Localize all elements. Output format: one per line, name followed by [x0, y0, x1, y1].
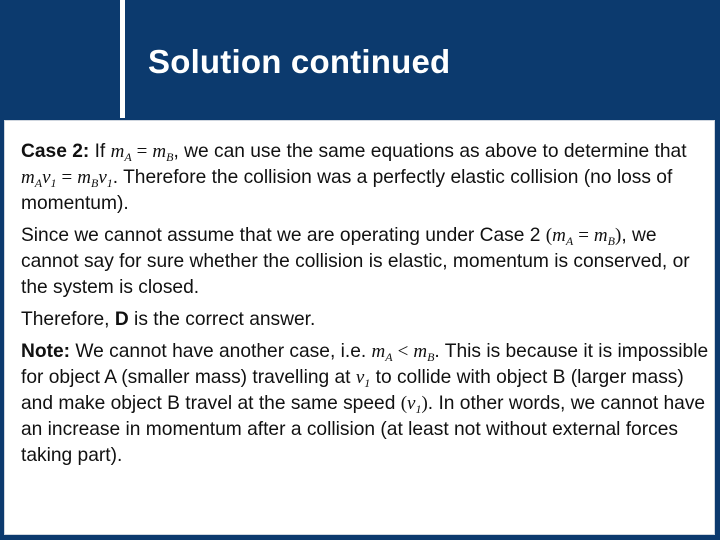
math-subscript: B — [166, 150, 174, 164]
math-v1 — [356, 367, 370, 388]
math-symbol-m: m — [413, 341, 428, 362]
math-ma-equals-mb — [111, 141, 174, 162]
paragraph-note — [21, 339, 711, 469]
math-symbol-m: m — [77, 167, 91, 188]
math-subscript: B — [90, 176, 99, 190]
case-2-text-3: . Therefore the collision was a perfectly elastic collision (no loss of momentum). — [21, 167, 673, 214]
math-symbol-v: v — [42, 167, 51, 188]
math-symbol-m: m — [552, 225, 566, 246]
paragraph-answer — [21, 307, 711, 333]
math-operator: = — [61, 167, 73, 188]
math-subscript: 1 — [106, 176, 113, 190]
math-symbol-v: v — [407, 393, 416, 414]
assumption-text-1: Since we cannot assume that we are operating under Case 2 — [21, 225, 546, 246]
solution-text — [21, 139, 711, 475]
math-symbol-m: m — [110, 141, 125, 162]
note-text-2: . This is because it is impossible for object A (smaller mass) travelling at — [21, 341, 709, 388]
math-subscript: 1 — [50, 176, 57, 190]
math-subscript: 1 — [415, 402, 422, 416]
answer-text-2: is the correct answer. — [128, 309, 316, 330]
math-subscript: A — [34, 176, 43, 190]
math-symbol-m: m — [371, 341, 386, 362]
header-left-block — [0, 0, 118, 118]
math-operator: = — [578, 225, 589, 246]
paragraph-case-2 — [21, 139, 711, 217]
note-text-4: . In other words, we cannot have an increase in momentum after a collision (at least not without external forces taking part). — [21, 393, 706, 466]
math-v1-parenthesized — [401, 393, 428, 414]
math-paren: ( — [545, 225, 553, 246]
math-symbol-m: m — [152, 141, 167, 162]
case-2-text-1: If — [89, 141, 111, 162]
math-operator: < — [397, 341, 409, 362]
math-subscript: B — [427, 350, 435, 364]
math-paren: ) — [614, 225, 622, 246]
math-paren: ) — [421, 393, 428, 414]
math-symbol-m: m — [21, 167, 35, 188]
math-symbol-v: v — [98, 167, 107, 188]
case-2-label: Case 2: — [21, 141, 90, 162]
answer-letter: D — [114, 309, 129, 330]
content-panel — [4, 120, 715, 535]
answer-text-1: Therefore, — [21, 309, 115, 330]
math-subscript: B — [607, 234, 615, 248]
math-mava-equals-mbvb — [21, 167, 113, 188]
math-subscript: A — [565, 234, 574, 248]
paragraph-assumption — [21, 223, 711, 301]
math-symbol-m: m — [593, 225, 608, 246]
math-operator: = — [136, 141, 148, 162]
slide-title: Solution continued — [148, 43, 451, 80]
note-label: Note: — [21, 341, 71, 362]
math-paren: ( — [400, 393, 408, 414]
math-ma-less-than-mb — [372, 341, 435, 362]
math-subscript: A — [124, 150, 132, 164]
note-text-3: to collide with object B (larger mass) and make object B travel at the same speed — [21, 367, 684, 414]
math-symbol-v: v — [355, 367, 365, 388]
note-text-1: We cannot have another case, i.e. — [70, 341, 372, 362]
assumption-text-2: , we cannot say for sure whether the collision is elastic, momentum is conserved, or the system is closed. — [21, 225, 690, 298]
header-divider — [120, 0, 125, 118]
case-2-text-2: , we can use the same equations as above to determine that — [173, 141, 687, 162]
math-ma-equals-mb-parenthesized — [546, 225, 622, 246]
math-subscript: A — [385, 350, 393, 364]
math-subscript: 1 — [364, 376, 371, 390]
